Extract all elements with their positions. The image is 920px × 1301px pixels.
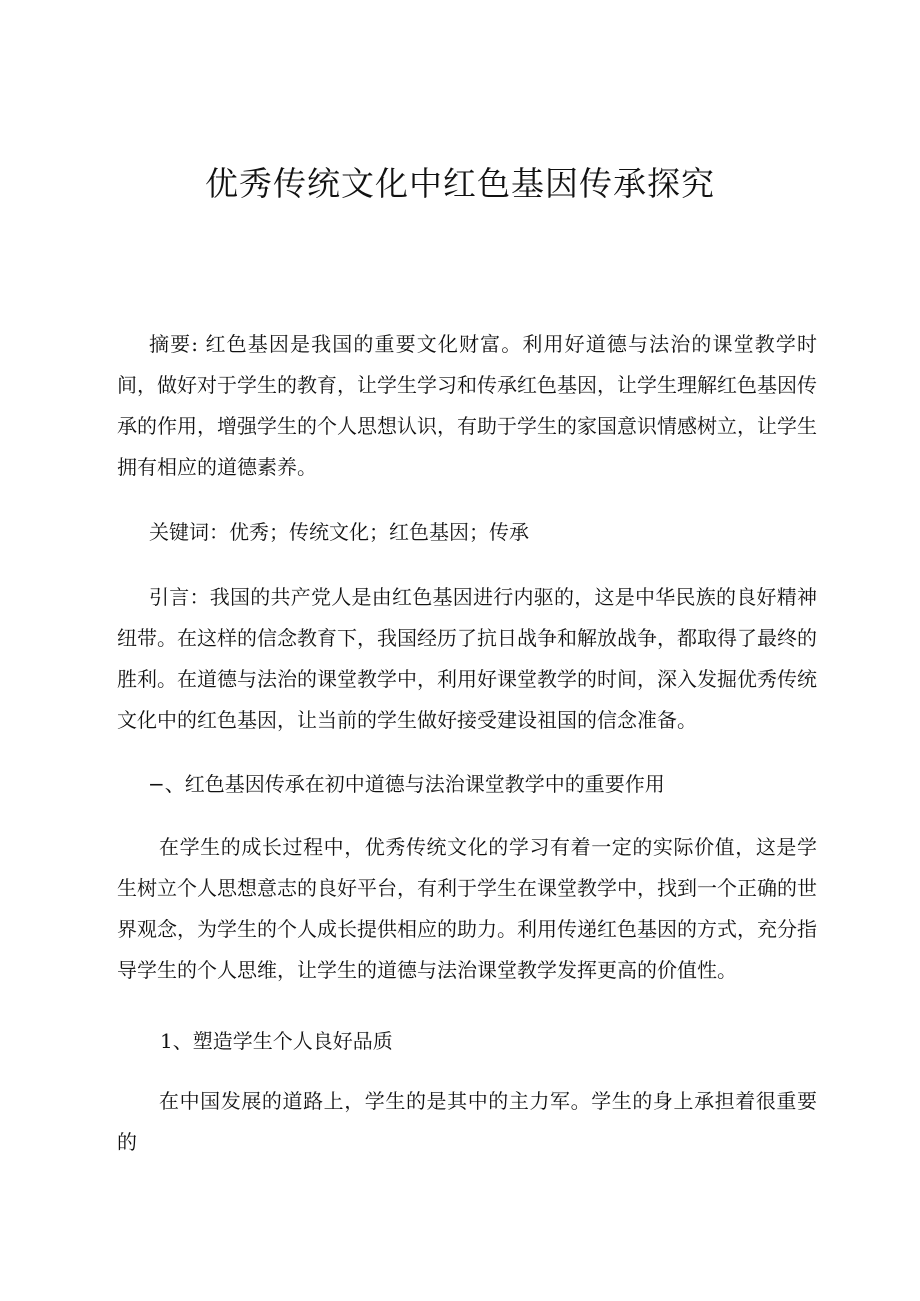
subsection-1-heading: 1、塑造学生个人良好品质 bbox=[160, 1029, 393, 1053]
section-1-paragraph: 在学生的成长过程中，优秀传统文化的学习有着一定的实际价值，这是学生树立个人思想意志的良好平台，有利于学生在课堂教学中，找到一个正确的世界观念，为学生的个人成长提供相应的助力。利用传递红色基因的方式，充分指导学生的个人思维，让学生的道德与法治课堂教学发挥更高的价值性。 bbox=[117, 835, 817, 982]
subsection-1-paragraph: 在中国发展的道路上，学生的是其中的主力军。学生的身上承担着很重要的 bbox=[117, 1089, 817, 1154]
section-1-heading: −、红色基因传承在初中道德与法治课堂教学中的重要作用 bbox=[148, 772, 665, 796]
abstract-text: 红色基因是我国的重要文化财富。利用好道德与法治的课堂教学时间，做好对于学生的教育，让学生学习和传承红色基因，让学生理解红色基因传承的作用，增强学生的个人思想认识，有助于学生的家国意识情感树立，让学生拥有相应的道德素养。 bbox=[117, 332, 817, 479]
keywords-line: 关键词：优秀；传统文化；红色基因；传承 bbox=[149, 520, 529, 544]
abstract-paragraph bbox=[117, 324, 817, 488]
abstract-label: 摘要: bbox=[149, 332, 198, 356]
introduction-paragraph: 引言：我国的共产党人是由红色基因进行内驱的，这是中华民族的良好精神纽带。在这样的信念教育下，我国经历了抗日战争和解放战争，都取得了最终的胜利。在道德与法治的课堂教学中，利用好课堂教学的时间，深入发掘优秀传统文化中的红色基因，让当前的学生做好接受建设祖国的信念准备。 bbox=[117, 585, 817, 732]
document-title: 优秀传统文化中红色基因传承探究 bbox=[205, 164, 715, 203]
